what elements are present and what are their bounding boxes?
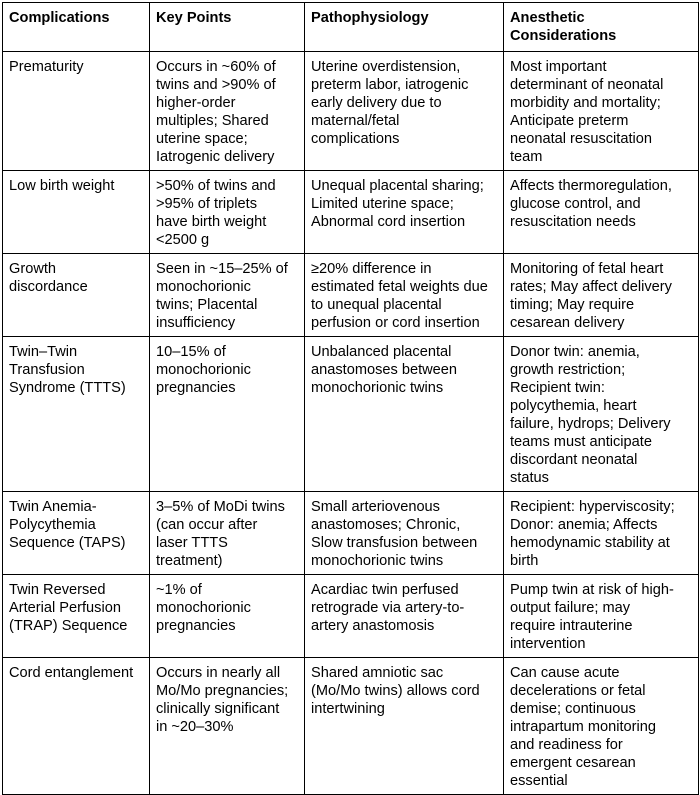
header-complications: Complications [3, 3, 150, 52]
table-row [3, 575, 699, 658]
cell-pathophysiology: Unbalanced placental anastomoses between monochorionic twins [305, 337, 504, 492]
cell-complication: Growth discordance [3, 254, 150, 337]
cell-key-points: Occurs in ~60% of twins and >90% of higher-order multiples; Shared uterine space; Iatrogenic delivery [150, 52, 305, 171]
header-pathophysiology: Pathophysiology [305, 3, 504, 52]
table-row [3, 254, 699, 337]
cell-anesthetic: Recipient: hyperviscosity; Donor: anemia; Affects hemodynamic stability at birth [504, 492, 699, 575]
cell-anesthetic: Most important determinant of neonatal morbidity and mortality; Anticipate preterm neonatal resuscitation team [504, 52, 699, 171]
table-row [3, 337, 699, 492]
table-row [3, 658, 699, 795]
cell-anesthetic: Affects thermoregulation, glucose control, and resuscitation needs [504, 171, 699, 254]
cell-anesthetic: Donor twin: anemia, growth restriction; Recipient twin: polycythemia, heart failure, hydrops; Delivery teams must anticipate discordant neonatal status [504, 337, 699, 492]
header-anesthetic-considerations: Anesthetic Considerations [504, 3, 699, 52]
cell-key-points: 10–15% of monochorionic pregnancies [150, 337, 305, 492]
cell-complication: Prematurity [3, 52, 150, 171]
cell-key-points: 3–5% of MoDi twins (can occur after laser TTTS treatment) [150, 492, 305, 575]
cell-pathophysiology: Shared amniotic sac (Mo/Mo twins) allows cord intertwining [305, 658, 504, 795]
cell-pathophysiology: Acardiac twin perfused retrograde via artery-to- artery anastomosis [305, 575, 504, 658]
cell-pathophysiology: Uterine overdistension, preterm labor, iatrogenic early delivery due to maternal/fetal complications [305, 52, 504, 171]
cell-anesthetic: Monitoring of fetal heart rates; May affect delivery timing; May require cesarean delivery [504, 254, 699, 337]
cell-complication: Twin–Twin Transfusion Syndrome (TTTS) [3, 337, 150, 492]
cell-pathophysiology: ≥20% difference in estimated fetal weights due to unequal placental perfusion or cord insertion [305, 254, 504, 337]
cell-complication: Twin Reversed Arterial Perfusion (TRAP) Sequence [3, 575, 150, 658]
cell-key-points: ~1% of monochorionic pregnancies [150, 575, 305, 658]
complications-table [2, 2, 699, 795]
header-row [3, 3, 699, 52]
cell-complication: Cord entanglement [3, 658, 150, 795]
cell-pathophysiology: Unequal placental sharing; Limited uterine space; Abnormal cord insertion [305, 171, 504, 254]
cell-pathophysiology: Small arteriovenous anastomoses; Chronic, Slow transfusion between monochorionic twins [305, 492, 504, 575]
table-row [3, 52, 699, 171]
header-key-points: Key Points [150, 3, 305, 52]
table-row [3, 492, 699, 575]
table-row [3, 171, 699, 254]
cell-anesthetic: Can cause acute decelerations or fetal demise; continuous intrapartum monitoring and readiness for emergent cesarean essential [504, 658, 699, 795]
cell-key-points: >50% of twins and >95% of triplets have birth weight <2500 g [150, 171, 305, 254]
cell-key-points: Occurs in nearly all Mo/Mo pregnancies; clinically significant in ~20–30% [150, 658, 305, 795]
cell-complication: Twin Anemia- Polycythemia Sequence (TAPS) [3, 492, 150, 575]
cell-key-points: Seen in ~15–25% of monochorionic twins; Placental insufficiency [150, 254, 305, 337]
cell-anesthetic: Pump twin at risk of high- output failure; may require intrauterine intervention [504, 575, 699, 658]
cell-complication: Low birth weight [3, 171, 150, 254]
